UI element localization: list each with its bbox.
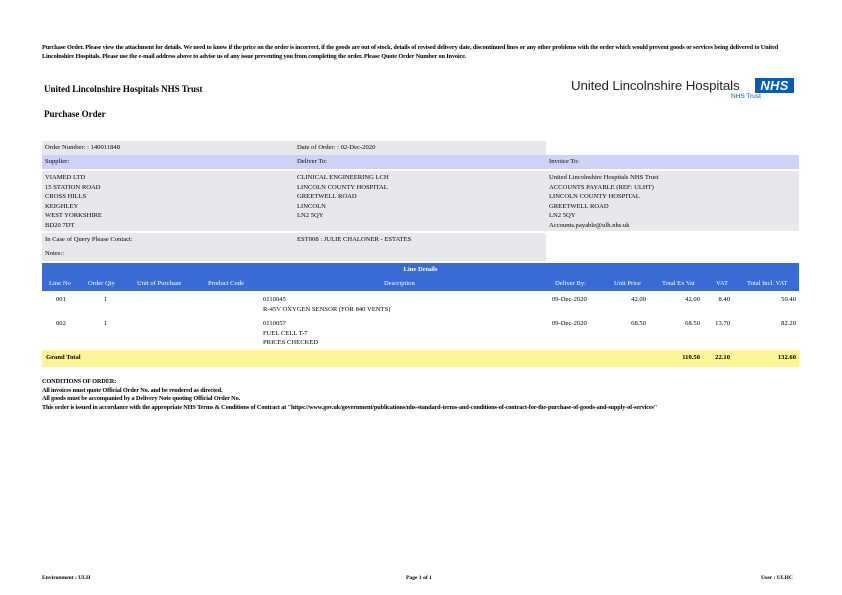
row-description: 0110045 R-45V OXYGEN SENSOR (FOR 840 VENTS) [263, 296, 391, 313]
conditions-line-2: All goods must be accompanied by a Delivery Note quoting Official Order No. [42, 395, 240, 403]
conditions-line-1: All invoices must quote Official Order No. and be rendered as directed. [42, 386, 223, 394]
line-details-title: Line Details [403, 266, 438, 273]
grand-total-label: Grand Total [46, 354, 81, 361]
order-notice: Purchase Order. Please view the attachment for details. We need to know if the price on the order is incorrect, if the goods are out of stock, details of revised delivery date, discontinued lines or any other problems with the order which would prevent goods or services being delivered to United Lincolnshire Hospitals. Please use the e-mail address above to advise us of any issue preventing you from completing the order. Please Quote Order Number on Invoice. [42, 44, 779, 60]
row-total-ex-vat: 68.50 [685, 320, 700, 327]
query-contact-label: In Case of Query Please Contact: [42, 233, 294, 247]
col-order-qty: Order Qty [88, 280, 115, 287]
row-qty: 1 [104, 296, 108, 303]
order-number: Order Number: : 140011848 [42, 141, 294, 155]
query-contact: EST008 : JULIE CHALONER - ESTATES [294, 233, 546, 261]
logo-text: United Lincolnshire Hospitals [571, 78, 740, 93]
supplier-label: Supplier: [42, 155, 294, 169]
row-unit-price: 68.50 [631, 320, 646, 327]
conditions-line-3: This order is issued in accordance with the appropriate NHS Terms & Conditions of Contract at "https://www.gov.uk/government/publications/nhs-standard-terms-and-conditions-of-contract-for-the-purchase-of-goods-and-supply-of-services" [42, 403, 658, 411]
row-vat: 13.70 [715, 320, 730, 327]
supplier-address: VIAMED LTD 15 STATION ROAD CROSS HILLS KEIGHLEY WEST YORKSHIRE BD20 7DT [42, 171, 294, 231]
footer-user: User : ULHC [761, 575, 793, 581]
row-unit-price: 42.00 [631, 296, 646, 303]
col-line-no: Line No [49, 280, 71, 287]
col-vat: VAT [716, 280, 728, 287]
grand-total-incl-vat: 132.60 [777, 354, 796, 361]
row-vat: 8.40 [718, 296, 730, 303]
row-deliver-by: 09-Dec-2020 [552, 320, 587, 327]
document-title: Purchase Order [44, 109, 106, 119]
logo-trust-text: NHS Trust [731, 93, 761, 100]
row-total-incl-vat: 82.20 [781, 320, 796, 327]
organisation-title: United Lincolnshire Hospitals NHS Trust [44, 84, 203, 94]
footer-page-number: Page 1 of 1 [406, 575, 432, 581]
grand-total-ex-vat: 110.50 [682, 354, 700, 361]
nhs-logo [571, 77, 797, 103]
col-deliver-by: Deliver By: [555, 280, 586, 287]
row-deliver-by: 09-Dec-2020 [552, 296, 587, 303]
row-qty: 1 [104, 320, 108, 327]
col-unit-of-purchase: Unit of Purchase [137, 280, 182, 287]
col-product-code: Product Code [208, 280, 245, 287]
grand-total-row [42, 350, 799, 367]
col-total-ex-vat: Total Ex Vat [662, 280, 695, 287]
deliver-to-label: Deliver To: [294, 155, 546, 169]
row-line-no: 001 [56, 296, 66, 303]
col-unit-price: Unit Price [614, 280, 641, 287]
order-date: Date of Order: : 02-Dec-2020 [294, 141, 546, 155]
grand-total-vat: 22.10 [715, 354, 730, 361]
conditions-heading: CONDITIONS OF ORDER: [42, 378, 117, 385]
row-line-no: 002 [56, 320, 66, 327]
notes-label: Notes:: [42, 247, 294, 261]
line-details-header [42, 263, 799, 291]
row-total-ex-vat: 42.00 [685, 296, 700, 303]
invoice-address: United Lincolnshire Hospitals NHS Trust ACCOUNTS PAYABLE (REF: ULHT) LINCOLN COUNTY HOSPITAL GREETWELL ROAD LN2 5QY Accounts.payable@ulh.nhs.uk [546, 171, 799, 231]
row-total-incl-vat: 50.40 [781, 296, 796, 303]
col-description: Description [384, 280, 415, 287]
invoice-to-label: Invoice To: [546, 155, 799, 169]
row-description: 0110057 FUEL CELL T-7 PRICES CHECKED [263, 320, 319, 346]
footer-environment: Environment : ULH [42, 575, 91, 581]
conditions-of-order [42, 378, 802, 412]
col-total-incl-vat: Total Incl. VAT [747, 280, 788, 287]
nhs-badge-icon: NHS [755, 78, 794, 93]
deliver-address: CLINICAL ENGINEERING LCH LINCOLN COUNTY HOSPITAL GREETWELL ROAD LINCOLN LN2 5QY [294, 171, 546, 231]
